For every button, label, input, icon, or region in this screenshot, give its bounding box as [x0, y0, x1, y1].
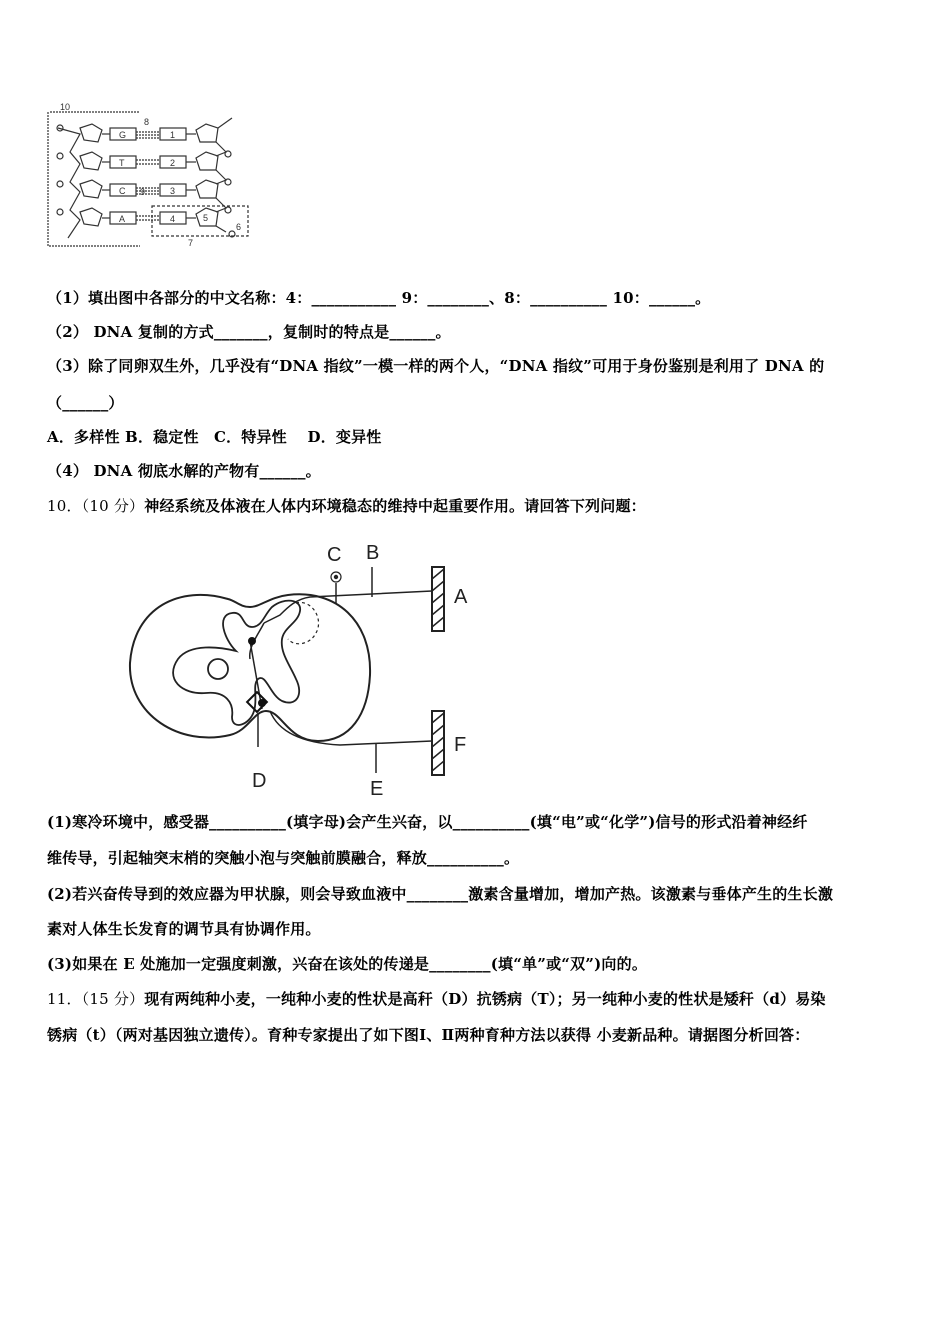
q10-sub1-line1: (1)寒冷环境中，感受器__________(填字母)会产生兴奋，以__________(填“电”或“化学”)信号的形式沿着神经纤: [47, 813, 808, 831]
q9-part2: （2） DNA 复制的方式_______，复制时的特点是______。: [47, 323, 451, 341]
dna-base-t: T: [119, 158, 125, 168]
reflex-label-e: E: [370, 778, 384, 800]
reflex-label-d: D: [252, 770, 267, 792]
dna-base-c: C: [119, 186, 126, 196]
dna-base-g: G: [119, 130, 127, 140]
dna-part-3: 3: [170, 186, 176, 196]
q11-line2: 锈病（t）（两对基因独立遗传）。育种专家提出了如下图Ⅰ、Ⅱ两种育种方法以获得 小麦新品种。请据图分析回答：: [47, 1026, 810, 1044]
q10-sub2-line1: (2)若兴奋传导到的效应器为甲状腺，则会导致血液中________激素含量增加，增加产热。该激素与垂体产生的生长激: [47, 885, 834, 903]
q10-sub1-line2: 维传导，引起轴突末梢的突触小泡与突触前膜融合，释放__________。: [47, 849, 520, 867]
dna-part-4: 4: [170, 214, 176, 224]
dna-base-a: A: [119, 214, 126, 224]
reflex-arc-figure: [120, 535, 480, 800]
reflex-label-f: F: [454, 734, 467, 756]
q10-sub3: (3)如果在 E 处施加一定强度刺激，兴奋在该处的传递是________(填“单”或“双”)向的。: [47, 955, 648, 973]
dna-label-8: 8: [144, 117, 150, 127]
q10-sub2-line2: 素对人体生长发育的调节具有协调作用。: [47, 920, 321, 938]
q10-title: 10．（10 分）神经系统及体液在人体内环境稳态的维持中起重要作用。请回答下列问题：: [47, 497, 646, 515]
q9-part4: （4） DNA 彻底水解的产物有______。: [47, 462, 321, 480]
dna-label-5: 5: [203, 213, 209, 223]
dna-structure-figure: [40, 100, 260, 250]
dna-label-10: 10: [60, 102, 71, 112]
dna-part-1: 1: [170, 130, 176, 140]
dna-label-6: 6: [236, 222, 242, 232]
q9-part3-blank: （______）: [47, 394, 124, 412]
dna-label-9: 9: [140, 187, 146, 197]
q11-line1: 11．（15 分）现有两纯种小麦，一纯种小麦的性状是高秆（D）抗锈病（T）；另一纯种小麦的性状是矮秆（d）易染: [47, 990, 826, 1008]
q9-part1: （1）填出图中各部分的中文名称：4：___________ 9：________、8：__________ 10：______。: [47, 289, 711, 307]
reflex-label-b: B: [366, 542, 380, 564]
reflex-label-a: A: [454, 586, 468, 608]
q9-part3: （3）除了同卵双生外，几乎没有“DNA 指纹”一模一样的两个人，“DNA 指纹”可用于身份鉴别是利用了 DNA 的: [47, 357, 825, 375]
q9-options: A．多样性 B．稳定性 C．特异性 D．变异性: [47, 428, 382, 446]
dna-label-7: 7: [188, 238, 194, 248]
dna-part-2: 2: [170, 158, 176, 168]
reflex-label-c: C: [327, 544, 342, 566]
